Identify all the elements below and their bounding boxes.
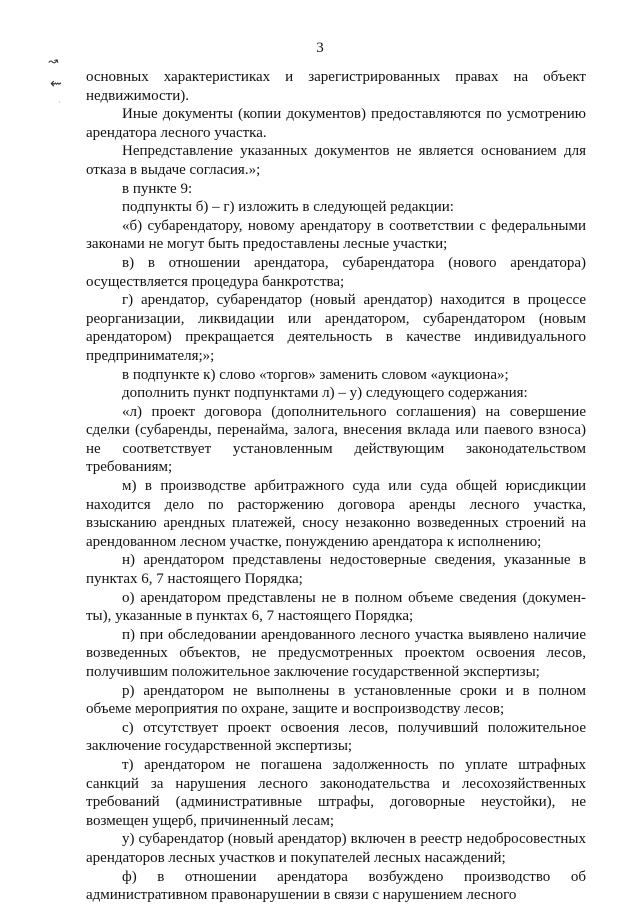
margin-scribble-icon: ↝ [46,53,60,69]
paragraph: «б) субарендатору, новому арендатору в соответствии с федеральными законами не могут быть предоставлены лесные участки; [86,217,586,253]
paragraph: р) арендатором не выполнены в установленные сроки и в полном объеме мероприятия по охране, защите и воспроизводству лесов; [86,682,586,718]
paragraph: Иные документы (копии документов) предоставляются по усмотрению арендатора лесного участка. [86,106,586,141]
paragraph: т) арендатором не погашена задолженность по уплате штрафных санкций за нарушения лесного законодательства и лесохозяйственных требований (административные штрафы, договорные неустойки), не возмещен ущерб, причиненный лесам; [86,756,586,829]
paragraph: Непредставление указанных документов не является основанием для отказа в выдаче согласия.»; [86,143,586,178]
paragraph: в пункте 9: [122,180,193,197]
paragraph: в) в отношении арендатора, субарендатора (нового арендатора) осуществляется процедура банкротства; [86,254,586,290]
margin-scribble-icon: ⇜ [50,76,62,92]
margin-dot-icon: · [58,98,61,107]
paragraph: ф) в отношении арендатора возбуждено производство об административном правонарушении в связи с нарушением лесного [86,868,586,904]
paragraph: дополнить пункт подпунктами л) – у) следующего содержания: [122,385,528,402]
paragraph: н) арендатором представлены недостоверные сведения, указанные в пунктах 6, 7 настоящего Порядка; [86,552,586,588]
paragraph: у) субарендатор (новый арендатор) включен в реестр недобросовестных арендаторов лесных участков и покупателей лесных насаждений; [86,831,586,866]
paragraph: с) отсутствует проект освоения лесов, получивший положительное заключение государственной экспертизы; [86,719,586,755]
paragraph: основных характеристиках и зарегистрированных правах на объект недвижимости). [86,69,586,104]
paragraph: м) в производстве арбитражного суда или суда общей юрисдикции находится дело по расторжению договора аренды лесного участка, взысканию арендных платежей, сносу незаконно возведенных строений на арендованном лесном участке, понуждению арендатора к исполнению; [86,478,586,550]
paragraph: г) арендатор, субарендатор (новый арендатор) находится в процессе реорганизации, ликвидации или арендатором, субарендатором (новым арендатором) прекращается деятельность в качестве индивидуального предпринимателя;»; [86,292,586,364]
paragraph: в подпункте к) слово «торгов» заменить словом «аукциона»; [122,366,509,383]
paragraph: «л) проект договора (дополнительного соглашения) на совершение сделки (субаренды, перенайма, залога, внесения вклада или паевого взноса) не соответствует установленным действующим законодательством требованиям; [86,403,586,476]
paragraph: подпункты б) – г) изложить в следующей редакции: [122,199,454,216]
page-number: 3 [316,40,324,56]
document-body [86,68,586,905]
paragraph: о) арендатором представлены не в полном объеме сведения (докумен-ты), указанные в пунктах 6, 7 настоящего Порядка; [86,589,586,625]
paragraph: п) при обследовании арендованного лесного участка выявлено наличие возведенных объектов, не предусмотренных проектом освоения лесов, получившим положительное заключение государственной экспертизы; [86,626,586,680]
